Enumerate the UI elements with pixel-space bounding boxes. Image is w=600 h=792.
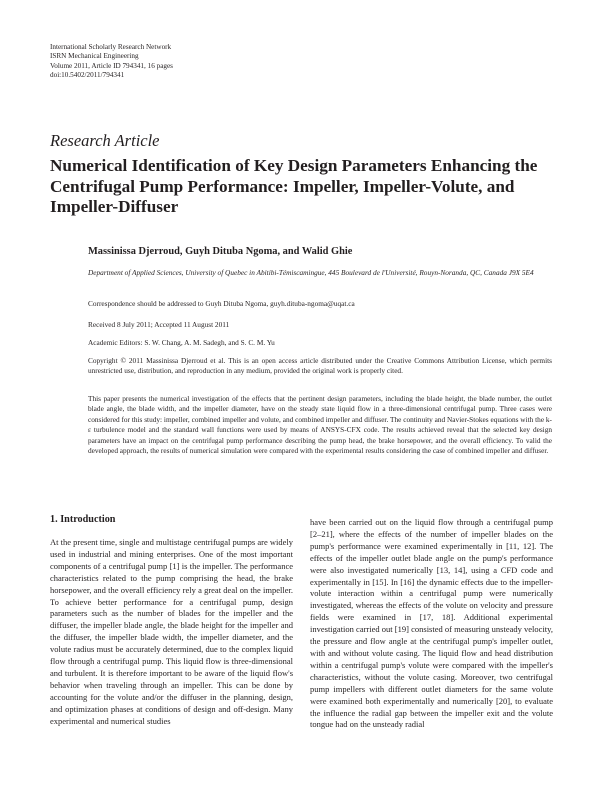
journal-info [50, 43, 173, 81]
section-heading: 1. Introduction [50, 514, 116, 525]
abstract: This paper presents the numerical investigation of the effects that the pertinent design parameters, including the blade height, the blade number, the outlet blade angle, the blade width, and the impeller diameter, have on the steady state liquid flow in a three-dimensional centrifugal pump. Three cases were considered for this study: impeller, combined impeller and volute, and combined impeller and diffuser. The continuity and Navier-Stokes equations with the k-ε turbulence model and the standard wall functions were used by means of ANSYS-CFX code. The results achieved reveal that the selected key design parameters have an impact on the centrifugal pump performance describing the pump head, the brake horsepower, and the overall efficiency. To valid the developed approach, the results of numerical simulation were compared with the experimental results considering the case of combined impeller and diffuser. [88, 394, 552, 456]
volume-info: Volume 2011, Article ID 794341, 16 pages [50, 61, 173, 70]
dates: Received 8 July 2011; Accepted 11 August 2011 [88, 320, 230, 329]
intro-paragraph-left: At the present time, single and multistage centrifugal pumps are widely used in industrial and mining enterprises. One of the most important components of a centrifugal pump [1] is the impeller. The performance characteristics related to the pump comprising the head, the brake horsepower, and the overall efficiency rely a great deal on the impeller. To achieve better performance for a centrifugal pump, design parameters such as the number of blades for the impeller and the diffuser, the impeller blade angle, the blade height for the impeller and the diffuser, the impeller blade width, the impeller diameter, and the volute radius must be accurately determined, due to the complex liquid flow through a centrifugal pump. This liquid flow is three-dimensional and turbulent. It is therefore important to be aware of the liquid flow's behavior when traveling through an impeller. This can be done by accounting for the volute and/or the diffuser in the planning, design, and optimization phases at conditions of design and off-design. Many experimental and numerical studies [50, 537, 293, 726]
correspondence: Correspondence should be addressed to Guyh Dituba Ngoma, guyh.dituba-ngoma@uqat.ca [88, 299, 355, 308]
intro-paragraph-right: have been carried out on the liquid flow through a centrifugal pump [2–21], where the effects of the number of impeller blades on the pump's performance were examined experimentally in [11, 12]. The effects of the impeller outlet blade angle on the pump's performance were also investigated numerically [13, 14], using a CFD code and experimentally in [15]. In [16] the dynamic effects due to the impeller-volute interaction within a centrifugal pump were numerically investigated, whereas the effects of the volute on velocity and pressure fields were examined in [17, 18]. Additional experimental investigation carried out [19] consisted of measuring unsteady velocity, the pressure and flow angle at the centrifugal pump's impeller outlet, with and without volute casing. The liquid flow and head distribution within a centrifugal pump's volute were compared with the impeller's characteristics, without the volute casing. Moreover, two centrifugal pump impellers with different outlet diameters for the same volute were examined both experimentally and numerically [20], to evaluate the influence the radial gap between the impeller exit and the volute tongue had on the unsteady radial [310, 517, 553, 730]
academic-editors: Academic Editors: S. W. Chang, A. M. Sadegh, and S. C. M. Yu [88, 338, 275, 347]
article-type: Research Article [50, 131, 160, 150]
affiliation: Department of Applied Sciences, University of Quebec in Abitibi-Témiscamingue, 445 Boulevard de l'Université, Rouyn-Noranda, QC, Canada J9X 5E4 [88, 268, 534, 277]
right-column [310, 517, 553, 731]
journal-network: International Scholarly Research Network [50, 43, 172, 51]
left-column [50, 513, 293, 728]
paper-title: Numerical Identification of Key Design Parameters Enhancing the Centrifugal Pump Performance: Impeller, Impeller-Volute, and Impeller-Diffuser [50, 156, 538, 216]
authors: Massinissa Djerroud, Guyh Dituba Ngoma, and Walid Ghie [88, 246, 353, 257]
copyright: Copyright © 2011 Massinissa Djerroud et al. This is an open access article distributed under the Creative Commons Attribution License, which permits unrestricted use, distribution, and reproduction in any medium, provided the original work is properly cited. [88, 356, 552, 376]
doi: doi:10.5402/2011/794341 [50, 71, 125, 80]
journal-name: ISRN Mechanical Engineering [50, 52, 139, 61]
